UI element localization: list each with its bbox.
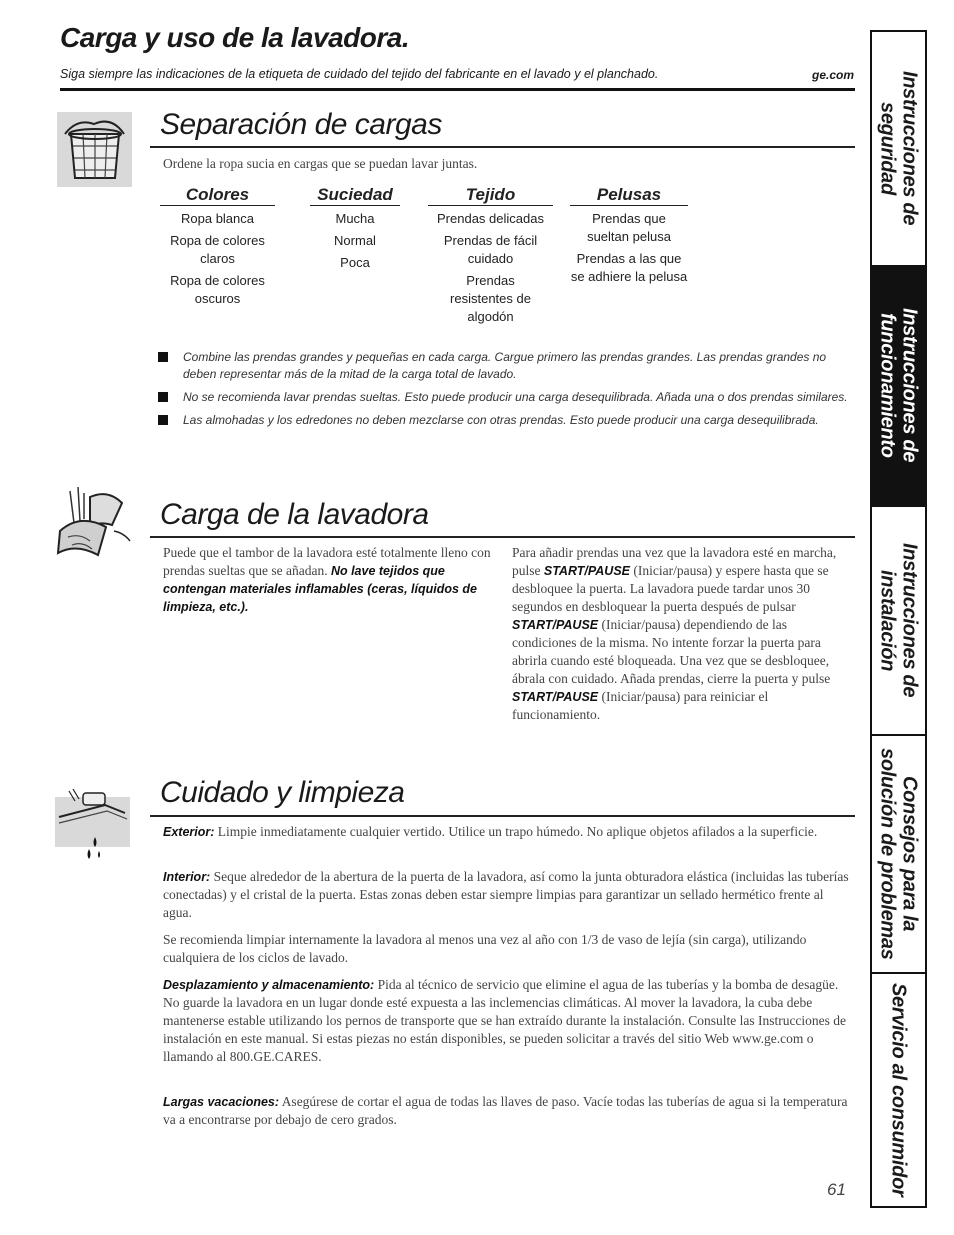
exterior-paragraph [163,823,853,841]
column-suciedad [310,186,400,276]
vacaciones-paragraph [163,1093,853,1129]
list-item: Normal [334,233,376,248]
column-header: Suciedad [310,186,400,206]
exterior-label: Exterior: [163,825,215,839]
page-number: 61 [827,1180,846,1199]
separacion-intro: Ordene la ropa sucia en cargas que se puedan lavar juntas. [163,156,478,171]
interior-text: Seque alrededor de la abertura de la puerta de la lavadora, así como la junta obturadora elástica (incluidas las tuberías conectadas) y el cristal de la puerta. Estas zonas deben estar siempre limpias para garantizar un sellado hermético frente al agua. [163,869,849,920]
website-label: ge.com [811,68,854,82]
list-item: Ropa de colores claros [170,233,265,266]
washer-cleaning-icon [55,787,130,862]
carga-left-text: Puede que el tambor de la lavadora esté totalmente lleno con prendas sueltas que se añadan. [163,545,491,578]
tab-label: Servicio al consumidor [887,983,910,1197]
carga-right-text-2: (Iniciar/pausa) y espere hasta que se desbloquee la puerta. La lavadora puede tardar unos 30 segundos en desbloquear la puerta después de pulsar [512,563,829,614]
list-item: Mucha [335,211,375,226]
bullet-item: Las almohadas y los edredones no deben mezclarse con otras prendas. Esto puede producir una carga desequilibrada. [163,412,853,429]
desplazamiento-label: Desplazamiento y almacenamiento: [163,978,375,992]
start-pause-key: START/PAUSE [543,564,630,578]
tab-servicio-consumidor[interactable] [872,974,925,1206]
desplazamiento-text: Pida al técnico de servicio que elimine el agua de las tuberías y la bomba de desagüe. No guarde la lavadora en un lugar donde esté expuesta a las inclemencias climáticas. Al mover la lavadora, la cuba debe mantenerse estable utilizando los pernos de transporte que se han extraído durante la instalación. Consulte las Instrucciones de instalación en este manual. Si estas piezas no están disponibles, se pueden solicitar a través del sitio Web www.ge.com o llamando al 800.GE.CARES. [163,977,847,1064]
section-rule [150,536,855,538]
carga-left-paragraph [163,544,493,616]
vacaciones-text: Asegúrese de cortar el agua de todas las llaves de paso. Vacíe todas las tuberías de agua si la temperatura va a encontrarse por debajo de cero grados. [163,1094,848,1127]
section-heading-carga: Carga de la lavadora [160,498,429,531]
page-title: Carga y uso de la lavadora. [60,22,410,53]
tab-label: Instrucciones de funcionamiento [876,307,921,463]
interior-paragraph [163,868,853,922]
list-item: Prendas a las que se adhiere la pelusa [570,251,688,284]
bullet-item: No se recomienda lavar prendas sueltas. Esto puede producir una carga desequilibrada. Añada una o dos prendas similares. [163,389,853,406]
vacaciones-label: Largas vacaciones: [163,1095,280,1109]
tab-funcionamiento[interactable] [872,265,925,505]
section-heading-cuidado: Cuidado y limpieza [160,776,405,809]
list-item: Poca [340,255,370,270]
laundry-basket-icon [57,112,132,187]
column-pelusas [570,186,688,290]
header-rule [60,88,855,91]
recomienda-paragraph [163,931,853,967]
carga-right-text-4: (Iniciar/pausa) para reiniciar el funcionamiento. [512,689,769,722]
section-heading-separacion: Separación de cargas [160,108,442,141]
list-item: Ropa de colores oscuros [170,273,265,306]
list-item: Prendas que sueltan pelusa [587,211,671,244]
bullet-item: Combine las prendas grandes y pequeñas en cada carga. Cargue primero las prendas grandes. Las prendas grandes no deben representar más de la mitad de la carga total de lavado. [163,349,853,383]
list-item: Prendas de fácil cuidado [443,233,538,266]
tab-instalacion[interactable] [872,507,925,734]
tab-solucion-problemas[interactable] [872,736,925,972]
list-item: Ropa blanca [181,211,254,226]
tab-label: Consejos para la solución de problemas [876,748,921,960]
separacion-bullets [163,349,853,435]
column-header: Pelusas [570,186,688,206]
carga-right-paragraph [512,544,854,724]
clothes-loading-icon [50,483,140,563]
tab-label: Instrucciones de instalación [876,543,921,698]
start-pause-key: START/PAUSE [512,690,599,704]
list-item: Prendas delicadas [437,211,544,226]
start-pause-key: START/PAUSE [512,618,599,632]
column-header: Tejido [428,186,553,206]
page-subtitle: Siga siempre las indicaciones de la etiqueta de cuidado del tejido del fabricante en el lavado y el planchado. [60,67,659,81]
carga-right-text-3: (Iniciar/pausa) dependiendo de las condiciones de la misma. No intente forzar la puerta para abrirla cuando esté bloqueada. Una vez que se desbloquee, ábrala con cuidado. Añada prendas, cierre la puerta y pulse [512,617,831,686]
column-tejido [428,186,553,330]
recomienda-text: Se recomienda limpiar internamente la lavadora al menos una vez al año con 1/3 de vaso de lejía (sin carga), utilizando cualquiera de los ciclos de lavado. [163,932,807,965]
carga-warning: No lave tejidos que contengan materiales inflamables (ceras, líquidos de limpieza, etc.). [163,564,477,614]
section-rule [150,815,855,817]
column-colores [160,186,275,312]
interior-label: Interior: [163,870,211,884]
section-tabs-sidebar [870,30,927,1208]
carga-right-text-1: Para añadir prendas una vez que la lavadora esté en marcha, pulse [512,545,837,578]
column-header: Colores [160,186,275,206]
section-rule [150,146,855,148]
list-item: Prendas resistentes de algodón [450,273,531,324]
exterior-text: Limpie inmediatamente cualquier vertido. Utilice un trapo húmedo. No aplique objetos afilados a la superficie. [217,824,818,839]
desplazamiento-paragraph [163,976,853,1066]
tab-label: Instrucciones de seguridad [876,71,921,226]
tab-seguridad[interactable] [872,32,925,265]
